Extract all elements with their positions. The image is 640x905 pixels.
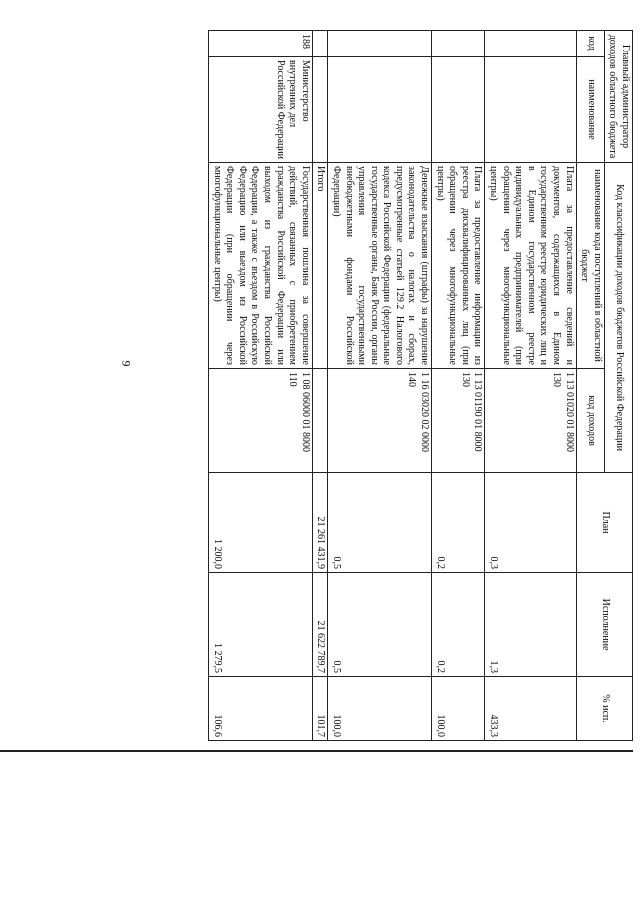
admin-name-cell: [485, 57, 576, 163]
table-row: [485, 31, 576, 741]
total-percent: 101,7: [312, 677, 328, 741]
horizontal-divider: [0, 750, 633, 752]
admin-name-cell: [432, 57, 485, 163]
table-row: [328, 31, 432, 741]
plan-cell: 0,3: [485, 473, 576, 573]
admin-code-cell: 188: [209, 31, 313, 57]
percent-cell: 100,0: [328, 677, 432, 741]
page-number: 9: [119, 360, 134, 367]
revenue-code-cell: 1 08 06000 01 8000 110: [209, 369, 313, 473]
revenue-name-cell: Денежные взыскания (штрафы) за нарушение законодательства о налогах и сборах, предусмотренные статьей 129.2 Налогового кодекса Российской Федерации (федеральные государственные органы, Банк России, органы управления государственными внебюджетными фондами Российской Федерации): [328, 163, 432, 369]
percent-cell: 100,0: [432, 677, 485, 741]
total-row: [312, 31, 328, 741]
revenue-code-cell: 1 13 01190 01 8000 130: [432, 369, 485, 473]
execution-cell: 0,5: [328, 573, 432, 677]
admin-code-cell: [485, 31, 576, 57]
total-label: Итого: [312, 163, 328, 369]
header-revenue-code: код доходов: [576, 369, 604, 473]
revenue-name-cell: Плата за предоставление сведений и документов, содержащихся в Едином государственном реестре юридических лиц и в Едином государственном реестре индивидуальных предпринимателей (при обращении через многофункциональные центры): [485, 163, 576, 369]
percent-cell: 106,6: [209, 677, 313, 741]
admin-code-cell: [432, 31, 485, 57]
total-plan: 21 261 431,9: [312, 473, 328, 573]
percent-cell: 433,3: [485, 677, 576, 741]
rotated-table-container: [96, 30, 633, 740]
header-name: наименование: [576, 57, 604, 163]
header-percent: % исп.: [576, 677, 632, 741]
execution-cell: 0,2: [432, 573, 485, 677]
table-row: [432, 31, 485, 741]
header-execution: Исполнение: [576, 573, 632, 677]
revenue-code-cell: 1 16 03020 02 0000 140: [328, 369, 432, 473]
total-name-cell: [312, 57, 328, 163]
revenue-name-cell: Государственная пошлина за совершение действий, связанных с приобретением гражданства Российской Федерации или выходом из гражданства Российской Федерации, а также с въездом в Российскую Федерацию или выездом из Российской Федерации (при обращении через многофункциональные центры): [209, 163, 313, 369]
revenue-table: [208, 30, 633, 741]
plan-cell: 0,5: [328, 473, 432, 573]
admin-name-cell: Министерство внутренних дел Российской Федерации: [209, 57, 313, 163]
plan-cell: 0,2: [432, 473, 485, 573]
execution-cell: 1,3: [485, 573, 576, 677]
header-classification: Код классификации доходов бюджетов Российской Федерации: [604, 163, 632, 473]
total-execution: 21 622 789,7: [312, 573, 328, 677]
revenue-code-cell: 1 13 01020 01 8000 130: [485, 369, 576, 473]
header-revenue-name: наименование кода поступлений в областной бюджет: [576, 163, 604, 369]
admin-name-cell: [328, 57, 432, 163]
header-plan: План: [576, 473, 632, 573]
revenue-name-cell: Плата за предоставление информации из реестра дисквалифицированных лиц (при обращении через многофункциональные центры): [432, 163, 485, 369]
plan-cell: 1 200,0: [209, 473, 313, 573]
header-row-1: [604, 31, 632, 741]
header-code: код: [576, 31, 604, 57]
execution-cell: 1 279,5: [209, 573, 313, 677]
total-code-cell: [312, 31, 328, 57]
header-chief-admin: Главный администратор доходов областного бюджета: [604, 31, 632, 163]
total-revenue-code-cell: [312, 369, 328, 473]
table-row: [209, 31, 313, 741]
admin-code-cell: [328, 31, 432, 57]
